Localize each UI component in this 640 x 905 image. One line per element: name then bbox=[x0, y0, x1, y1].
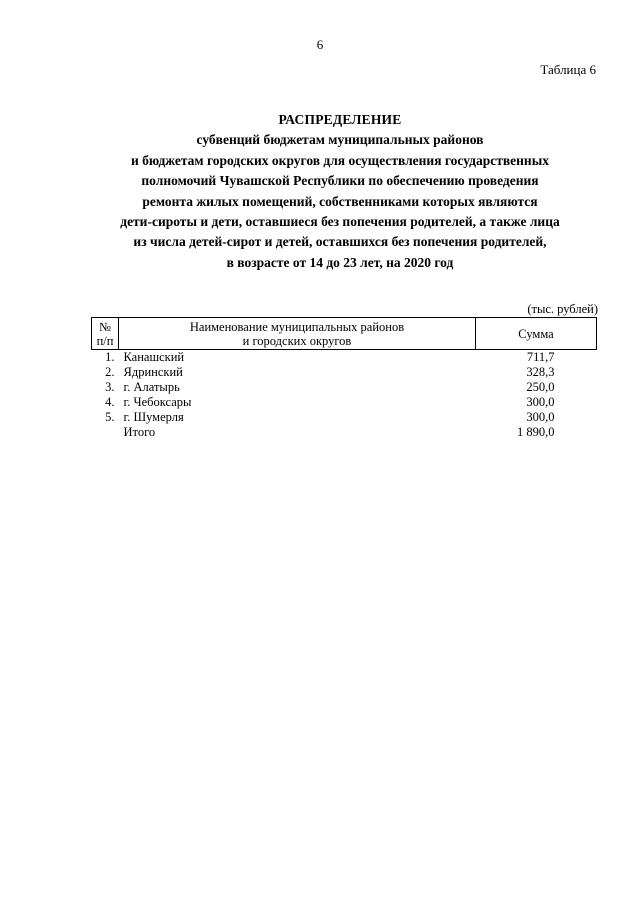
document-title bbox=[60, 110, 620, 273]
table-row bbox=[92, 395, 597, 410]
title-line: дети-сироты и дети, оставшиеся без попечения родителей, а также лица bbox=[120, 214, 560, 230]
table-label: Таблица 6 bbox=[540, 62, 596, 77]
row-sum: 711,7 bbox=[526, 350, 555, 364]
row-number: 2. bbox=[105, 365, 115, 379]
title-line: ремонта жилых помещений, собственниками которых являются bbox=[142, 193, 538, 209]
table-row bbox=[92, 365, 597, 380]
row-number: 5. bbox=[105, 410, 115, 424]
row-number: 4. bbox=[105, 395, 115, 409]
row-sum: 328,3 bbox=[526, 365, 555, 379]
header-number-line: № bbox=[99, 319, 111, 334]
header-number-line: п/п bbox=[96, 333, 114, 348]
title-line: в возрасте от 14 до 23 лет, на 2020 год bbox=[226, 254, 454, 270]
title-line: субвенций бюджетам муниципальных районов bbox=[196, 132, 484, 148]
row-sum: 300,0 bbox=[526, 395, 555, 409]
row-sum: 300,0 bbox=[526, 410, 555, 424]
title-line: полномочий Чувашской Республики по обеспечению проведения bbox=[141, 173, 539, 189]
total-number bbox=[92, 425, 119, 440]
header-sum: Сумма bbox=[476, 318, 597, 350]
table-row bbox=[92, 350, 597, 366]
header-name bbox=[119, 318, 476, 350]
title-line: и бюджетам городских округов для осуществления государственных bbox=[131, 152, 549, 168]
header-name-line: Наименование муниципальных районов bbox=[189, 319, 405, 334]
total-row bbox=[92, 425, 597, 440]
row-name: Ядринский bbox=[123, 365, 183, 379]
row-number: 1. bbox=[105, 350, 115, 364]
header-number bbox=[92, 318, 119, 350]
row-name: Канашский bbox=[123, 350, 185, 364]
row-name: г. Чебоксары bbox=[123, 395, 192, 409]
distribution-table bbox=[91, 317, 597, 440]
page-number: 6 bbox=[316, 37, 324, 52]
title-line: из числа детей-сирот и детей, оставшихся без попечения родителей, bbox=[133, 234, 547, 250]
table-row bbox=[92, 380, 597, 395]
row-name: г. Шумерля bbox=[123, 410, 184, 424]
row-sum: 250,0 bbox=[526, 380, 555, 394]
row-number: 3. bbox=[105, 380, 115, 394]
table-row bbox=[92, 410, 597, 425]
units-label: (тыс. рублей) bbox=[527, 302, 598, 316]
total-label: Итого bbox=[123, 425, 156, 439]
total-sum: 1 890,0 bbox=[517, 425, 555, 439]
header-name-line: и городских округов bbox=[242, 333, 352, 348]
table-header-row bbox=[92, 318, 597, 350]
title-heading: РАСПРЕДЕЛЕНИЕ bbox=[278, 112, 402, 127]
row-name: г. Алатырь bbox=[123, 380, 180, 394]
